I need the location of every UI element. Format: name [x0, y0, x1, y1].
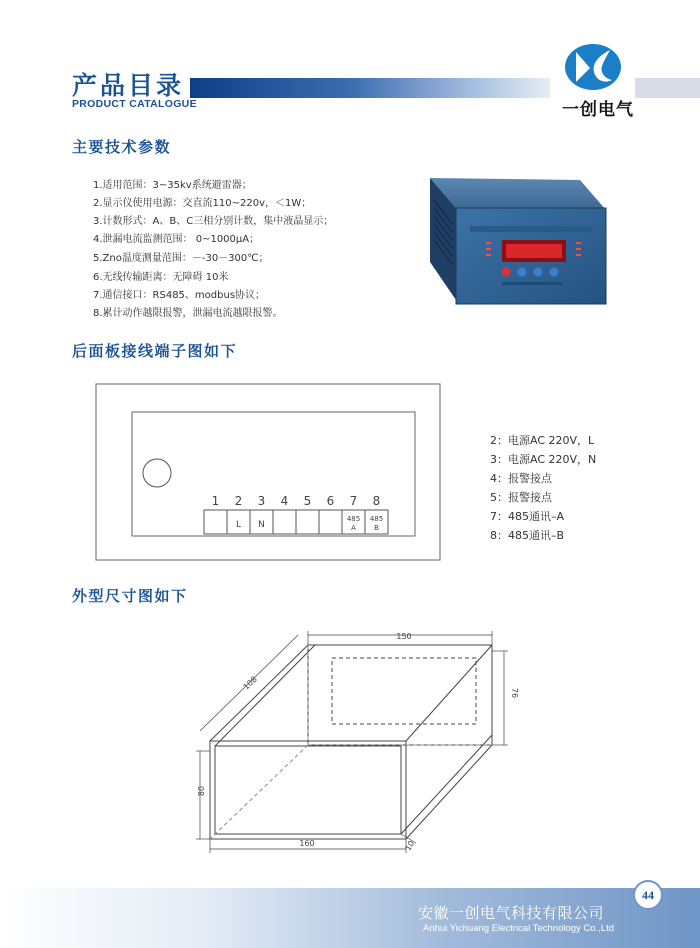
spec-item: 6.无线传输距离：无障碍 10米	[93, 272, 229, 283]
page-title: 产品目录	[72, 71, 185, 100]
terminal-number: 6	[326, 494, 335, 508]
legend-item: 5：报警接点	[490, 491, 552, 504]
terminal-label-N: N	[258, 520, 265, 530]
logo-text: 一创电气	[562, 100, 634, 120]
spec-item: 8.累计动作越限报警，泄漏电流越限报警。	[93, 308, 283, 319]
footer-company-cn: 安徽一创电气科技有限公司	[418, 904, 605, 922]
spec-item: 2.显示仪使用电源：交直流110~220v，＜1W；	[93, 198, 312, 209]
spec-item: 5.Zno温度测量范围：－-30－300℃；	[93, 253, 269, 264]
spec-item: 7.通信接口：RS485、modbus协议；	[93, 290, 266, 301]
spec-item: 4.泄漏电流监测范围： 0~1000μA；	[93, 234, 260, 245]
terminal-label-L: L	[235, 520, 242, 530]
specs-section-title: 主要技术参数	[72, 138, 172, 156]
header-bar	[190, 78, 550, 98]
terminal-number: 4	[280, 494, 289, 508]
terminal-label-485A-top: 485	[346, 515, 361, 523]
terminal-label-485B-top: 485	[369, 515, 384, 523]
outline-dimension-drawing	[190, 625, 520, 860]
footer-company-en: Anhui Yichuang Electrical Technology Co.,Ltd	[423, 923, 615, 934]
dim-depth: 108	[241, 674, 259, 692]
spec-item: 1.适用范围：3~35kv系统避雷器；	[93, 180, 252, 191]
wiring-section-title: 后面板接线端子图如下	[72, 342, 238, 360]
terminal-label-485B-bottom: B	[374, 524, 379, 532]
dim-corner: 10	[403, 839, 417, 853]
page-subtitle: PRODUCT CATALOGUE	[72, 98, 197, 110]
rear-panel-diagram	[95, 383, 445, 565]
legend-item: 4：报警接点	[490, 472, 552, 485]
company-logo-icon	[562, 42, 624, 92]
terminal-number: 2	[234, 494, 243, 508]
terminal-number: 8	[372, 494, 381, 508]
terminal-number: 7	[349, 494, 358, 508]
dims-section-title: 外型尺寸图如下	[72, 587, 188, 605]
terminal-number: 3	[257, 494, 266, 508]
header-bar-right	[635, 78, 700, 98]
spec-item: 3.计数形式：A、B、C三相分别计数，集中液晶显示；	[93, 216, 334, 227]
terminal-number: 1	[211, 494, 220, 508]
terminal-label-485A-bottom: A	[351, 524, 356, 532]
dim-top: 150	[396, 632, 412, 641]
terminal-number: 5	[303, 494, 312, 508]
legend-item: 8：485通讯–B	[490, 529, 565, 542]
device-photo	[420, 170, 610, 308]
dim-left: 80	[197, 785, 206, 797]
dim-right: 76	[510, 687, 519, 699]
legend-item: 3：电源AC 220V，N	[490, 453, 597, 466]
legend-item: 2：电源AC 220V，L	[490, 434, 595, 447]
page-number: 44	[633, 880, 663, 910]
dim-bottom: 160	[299, 839, 315, 848]
legend-item: 7：485通讯–A	[490, 510, 565, 523]
